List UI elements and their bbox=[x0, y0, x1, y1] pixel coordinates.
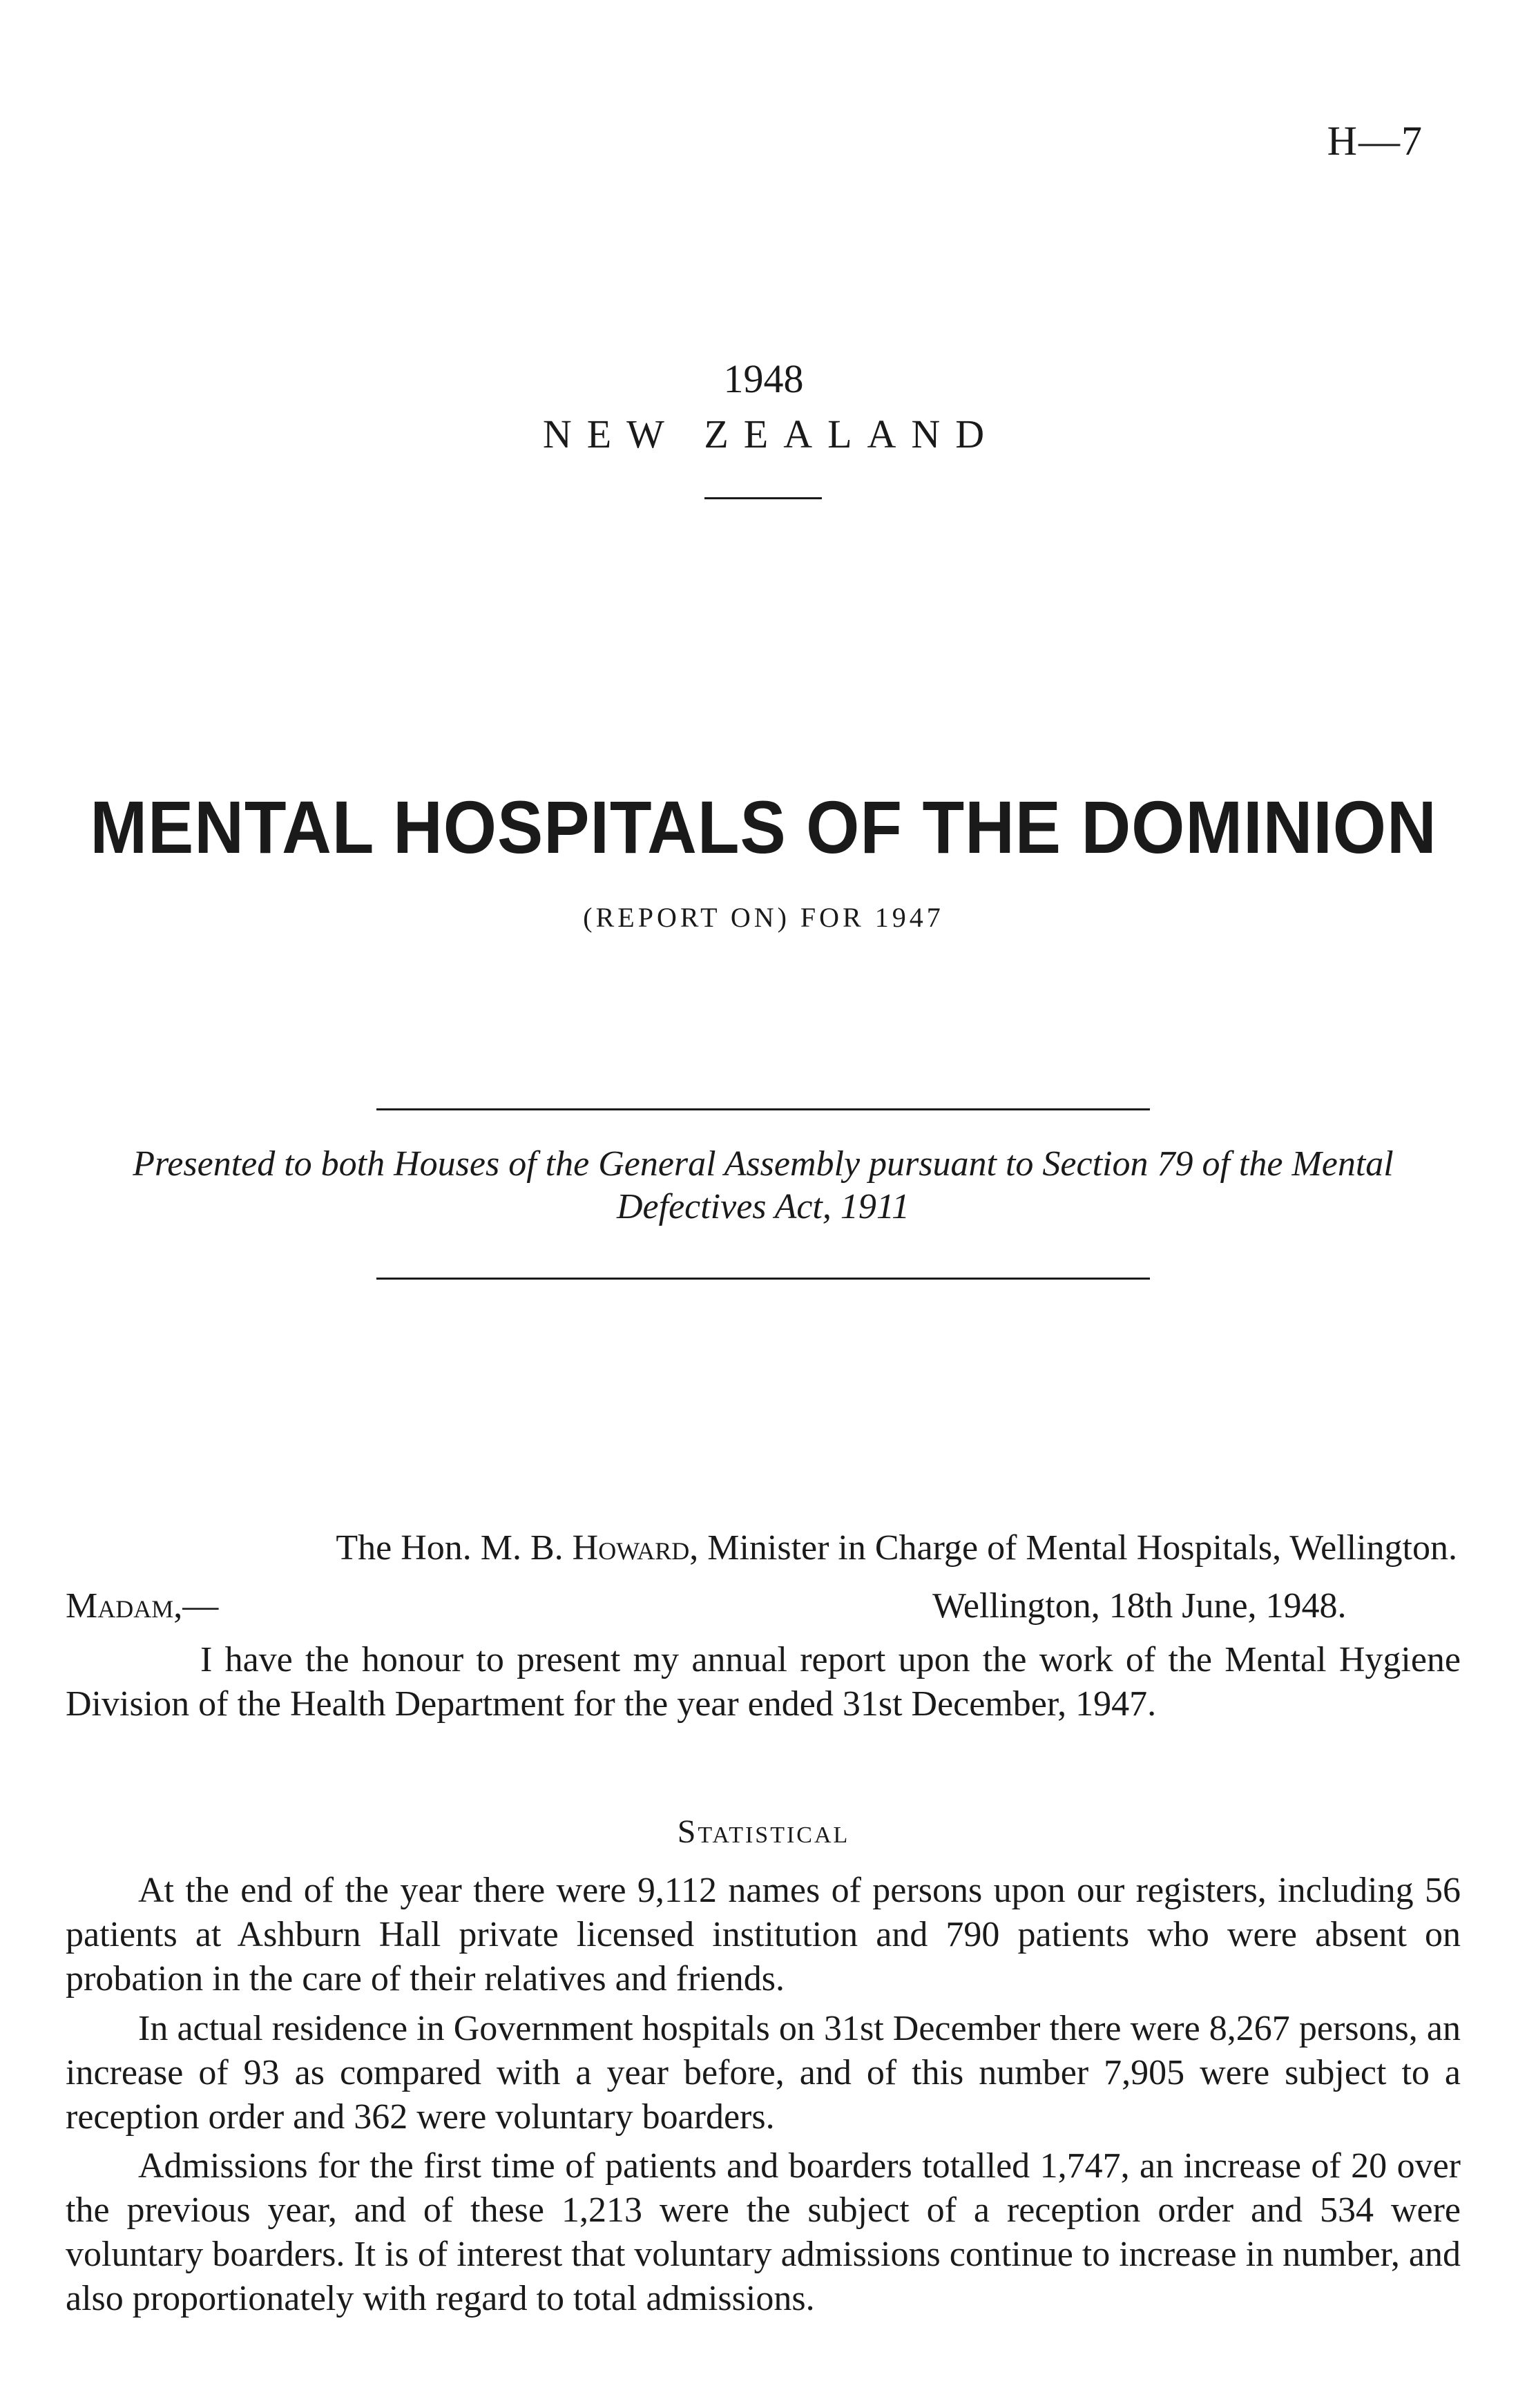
country-heading: NEW ZEALAND bbox=[542, 412, 1000, 456]
divider-top bbox=[376, 1108, 1150, 1110]
salutation: Madam,— bbox=[66, 1586, 219, 1626]
statistical-paragraph-2: In actual residence in Government hospitals on 31st December there were 8,267 persons, an increase of 93 as compared with a year before, and of this number 7,905 were subject to a reception order and 362 were voluntary boarders. bbox=[66, 2009, 1461, 2137]
report-title: MENTAL HOSPITALS OF THE DOMINION bbox=[90, 785, 1437, 869]
addressee-prefix: The Hon. M. B. bbox=[336, 1528, 573, 1568]
publication-year: 1948 bbox=[723, 356, 804, 401]
page-code: H—7 bbox=[1327, 118, 1423, 164]
divider-short bbox=[704, 497, 822, 499]
intro-paragraph: I have the honour to present my annual report upon the work of the Mental Hygiene Division of the Health Department for the year ended 31st December, 1947. bbox=[66, 1640, 1461, 1724]
statistical-paragraph-1: At the end of the year there were 9,112 names of persons upon our registers, including 56 patients at Ashburn Hall private licensed institution and 790 patients who were absent on probation in the care of their relatives and friends. bbox=[66, 1871, 1461, 1998]
addressee-line bbox=[66, 1526, 1457, 1570]
divider-bottom bbox=[376, 1278, 1150, 1280]
dateline: Wellington, 18th June, 1948. bbox=[932, 1586, 1347, 1626]
statistical-paragraph-3: Admissions for the first time of patients and boarders totalled 1,747, an increase of 20 over the previous year, and of these 1,213 were the subject of a reception order and 534 were voluntary boarders. It is of interest that voluntary admissions continue to increase in number, and also proportionately with regard to total admissions. bbox=[66, 2146, 1461, 2318]
report-subtitle: (REPORT ON) FOR 1947 bbox=[583, 902, 944, 933]
section-heading-statistical: Statistical bbox=[677, 1813, 850, 1850]
addressee-name: Howard bbox=[572, 1528, 690, 1568]
presentation-note: Presented to both Houses of the General Assembly pursuant to Section 79 of the Mental Defectives Act, 1911 bbox=[133, 1144, 1394, 1226]
addressee-suffix: , Minister in Charge of Mental Hospitals, Wellington. bbox=[689, 1528, 1457, 1568]
